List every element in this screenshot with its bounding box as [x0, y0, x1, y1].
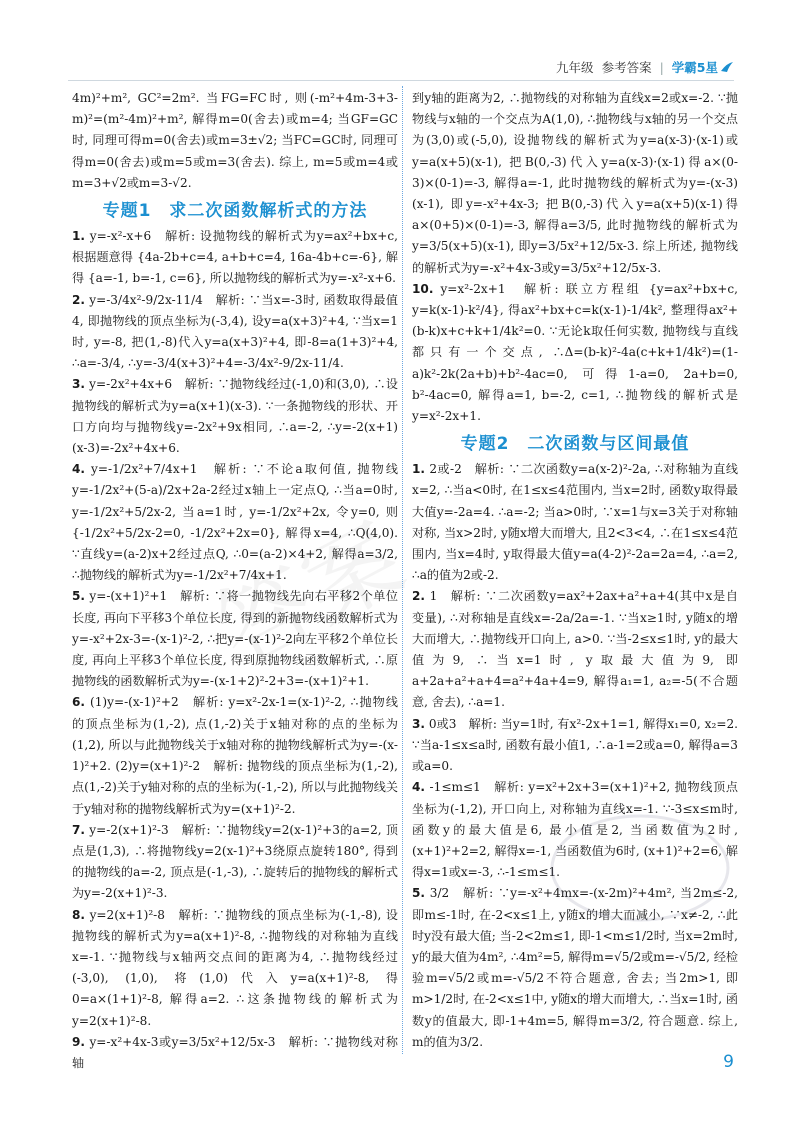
brand-label: 学霸5星 [671, 60, 718, 75]
header-rule [68, 80, 734, 81]
answer-text: y=-x²-x+6 解析: 设抛物线的解析式为y=ax²+bx+c, 根据题意得 {4a-2b+c=4, a+b+c=4, 16a-4b+c=-6}, 解得 {a=-1, b=-1, c=6}, 所以抛物线的解析式为y=-x²-x+6. [72, 229, 398, 286]
answer-item [72, 692, 398, 819]
answer-text: y=x²-2x+1 解析: 联立方程组 {y=ax²+bx+c, y=k(x-1)-k²/4}, 得ax²+bx+c=k(x-1)-1/4k², 整理得ax²+(b-k)x+c+k+1/4k²=0. ∵无论k取任何实数, 抛物线与直线都只有一个交点, ∴Δ=(b-k)²-4a(c+k+1/4k²)=(1-a)k²-2k(2a+b)+b²-4ac=0, 可得1-a=0, 2a+b=0, b²-4ac=0, 解得a=1, b=-2, c=1, ∴抛物线的解析式是y=x²-2x+1. [412, 281, 738, 424]
doc-label: 参考答案 [601, 60, 652, 75]
answer-text: -1≤m≤1 解析: y=x²+2x+3=(x+1)²+2, 抛物线顶点坐标为(-1,2), 开口向上, 对称轴为直线x=-1. ∵-3≤x≤m时, 函数y的最大值是6, 最小值是2, 当函数值为2时, (x+1)²+2=2, 解得x=-1, 当函数值为6时, (x+1)²+2=6, 解得x=1或x=-3, ∴-1≤m≤1. [412, 780, 738, 880]
answer-number: 9. [72, 1034, 86, 1049]
answer-text: (1)y=-(x-1)²+2 解析: y=x²-2x-1=(x-1)²-2, ∴抛物线的顶点坐标为(1,-2), 点(1,-2)关于x轴对称的点的坐标为(1,2), 所以与此抛物线关于x轴对称的抛物线解析式为y=-(x-1)²+2. (2)y=(x+1)²-2 解析: 抛物线的顶点坐标为(1,-2), 点(1,-2)关于y轴对称的点的坐标为(-1,-2), 所以与此抛物线关于y轴对称的抛物线解析式为y=(x+1)²-2. [72, 695, 398, 816]
answer-item [412, 883, 738, 1053]
answer-text: 0或3 解析: 当y=1时, 有x²-2x+1=1, 解得x₁=0, x₂=2. ∵当a-1≤x≤a时, 函数有最小值1, ∴a-1=2或a=0, 解得a=3或a=0. [412, 716, 738, 774]
answer-number: 2. [412, 589, 426, 604]
answer-text: y=-2(x+1)²-3 解析: ∵抛物线y=2(x-1)²+3的a=2, 顶点是(1,3), ∴将抛物线y=2(x-1)²+3绕原点旋转180°, 得到的抛物线的a=-2, 顶点是(-1,-3), ∴旋转后的抛物线的解析式为y=-2(x+1)²-3. [72, 822, 398, 901]
answer-item [72, 905, 398, 1032]
grade-label: 九年级 [556, 60, 594, 75]
answer-number: 2. [72, 292, 86, 307]
column-divider [402, 86, 403, 1054]
answer-text: y=-2x²+4x+6 解析: ∵抛物线经过(-1,0)和(3,0), ∴设抛物线的解析式为y=a(x+1)(x-3). ∵一条抛物线的形状、开口方向均与抛物线y=-2x²+9x相同, ∴a=-2, ∴y=-2(x+1)(x-3)=-2x²+4x+6. [72, 377, 398, 456]
answer-text: 3/2 解析: ∵y=-x²+4mx=-(x-2m)²+4m², 当2m≤-2, 即m≤-1时, 在-2<x≤1上, y随x的增大而减小, ∵x≠-2, ∴此时y没有最大值; 当-2<2m≤1, 即-1<m≤1/2时, 当x=2m时, y的最大值为4m², ∴4m²=5, 解得m=√5/2或m=-√5/2, 经检验m=√5/2或m=-√5/2不符合题意, 舍去; 当2m>1, 即m>1/2时, 在-2<x≤1中, y随x的增大而增大, ∴当x=1时, 函数y的值最大, 即-1+4m=5, 解得m=3/2, 符合题意. 综上, m的值为3/2. [412, 886, 739, 1049]
answer-text: y=2(x+1)²-8 解析: ∵抛物线的顶点坐标为(-1,-8), 设抛物线的解析式为y=a(x+1)²-8, ∴抛物线的对称轴为直线x=-1. ∵抛物线与x轴两交点间的距离为4, ∴抛物线经过(-3,0), (1,0), 将(1,0)代入y=a(x+1)²-8, 得0=a×(1+1)²-8, 解得a=2. ∴这条抛物线的解析式为y=2(x+1)²-8. [72, 907, 398, 1028]
header-separator: | [659, 59, 664, 75]
star-swoosh-icon [720, 61, 734, 73]
answer-item [72, 586, 398, 692]
answer-number: 7. [72, 822, 86, 837]
answer-text: 1 解析: ∵二次函数y=ax²+2ax+a²+a+4(其中x是自变量), ∴对称轴是直线x=-2a/2a=-1. ∵当x≥1时, y随x的增大而增大, ∴抛物线开口向上, a>0. ∵当-2≤x≤1时, y的最大值为9, ∴当x=1时, y取最大值为9, 即a+2a+a²+a+4=a²+4a+4=9, 解得a₁=1, a₂=-5(不合题意, 舍去), ∴a=1. [412, 589, 738, 710]
answer-number: 10. [412, 281, 434, 296]
answer-number: 1. [72, 229, 86, 244]
answer-text: 2或-2 解析: ∵二次函数y=a(x-2)²-2a, ∴对称轴为直线x=2, ∴当a<0时, 在1≤x≤4范围内, 当x=2时, 函数y取得最大值y=-2a=4. ∴a=-2; 当a>0时, ∵x=1与x=3关于对称轴对称, 当x>2时, y随x增大而增大, 且2<3<4, ∴在1≤x≤4范围内, 当x=4时, y取得最大值y=a(4-2)²-2a=2a=4, ∴a=2, ∴a的值为2或-2. [412, 462, 738, 583]
answer-number: 5. [412, 886, 426, 901]
answer-item-10 [412, 279, 738, 427]
answer-item [72, 820, 398, 905]
right-intro-text: 到y轴的距离为2, ∴抛物线的对称轴为直线x=2或x=-2. ∵抛物线与x轴的一个交点为A(1,0), ∴抛物线与x轴的另一个交点为(3,0)或(-5,0), 设抛物线的解析式为y=a(x-3)·(x-1)或y=a(x+5)(x-1), 把B(0,-3)代入y=a(x-3)·(x-1)得a×(0-3)×(0-1)=-3, 解得a=-1, 此时抛物线的解析式为y=-(x-3)(x-1), 即y=-x²+4x-3; 把B(0,-3)代入y=a(x+5)(x-1)得a×(0+5)×(0-1)=-3, 解得a=3/5, 此时抛物线的解析式为y=3/5(x+5)(x-1), 即y=3/5x²+12/5x-3. 综上所述, 抛物线的解析式为y=-x²+4x-3或y=3/5x²+12/5x-3. [412, 91, 738, 275]
answer-number: 6. [72, 695, 86, 710]
answer-number: 1. [412, 462, 426, 477]
answer-item [412, 777, 738, 883]
right-answer-list [412, 459, 738, 1053]
answer-number: 8. [72, 907, 86, 922]
right-column [412, 88, 738, 1053]
answer-number: 3. [72, 377, 86, 392]
section-title-2: 专题2 二次函数与区间最值 [460, 434, 690, 455]
answer-text: y=-1/2x²+7/4x+1 解析: ∵不论a取何值, 抛物线y=-1/2x²+(5-a)/2x+2a-2经过x轴上一定点Q, ∴当a=0时, y=-1/2x²+5/2x-2, 当a=1时, y=-1/2x²+2x, 令y=0, 则 {-1/2x²+5/2x-2=0, -1/2x²+2x=0}, 解得x=4, ∴Q(4,0). ∵直线y=(a-2)x+2经过点Q, ∴0=(a-2)×4+2, 解得a=3/2, ∴抛物线的解析式为y=-1/2x²+7/4x+1. [72, 462, 398, 583]
page-header [556, 56, 734, 78]
answer-item [412, 586, 738, 713]
answer-item [72, 1032, 398, 1074]
brand-logo [672, 58, 734, 76]
page-number: 9 [723, 1052, 734, 1072]
answer-text: y=-3/4x²-9/2x-11/4 解析: ∵当x=-3时, 函数取得最值4, 即抛物线的顶点坐标为(-3,4), 设y=a(x+3)²+4, ∵当x=1时, y=-8, 把(1,-8)代入y=a(x+3)²+4, 即-8=a(1+3)²+4, ∴a=-3/4, ∴y=-3/4(x+3)²+4=-3/4x²-9/2x-11/4. [72, 292, 398, 371]
answer-item [412, 714, 738, 778]
answer-item [72, 459, 398, 586]
answer-number: 5. [72, 589, 86, 604]
answer-number: 4. [72, 462, 86, 477]
answer-item [72, 290, 398, 375]
answer-item [72, 226, 398, 290]
section-title-1: 专题1 求二次函数解析式的方法 [102, 201, 368, 222]
answer-item [412, 459, 738, 586]
left-intro-text: 4m)²+m², GC²=2m². 当FG=FC时, 则(-m²+4m-3+3-m)²=(m²-4m)²+m², 解得m=0(舍去)或m=4; 当GF=GC时, 同理可得m=0(舍去)或m=3±√2; 当FC=GC时, 同理可得m=0(舍去)或m=5或m=3(舍去). 综上, m=5或m=4或m=3+√2或m=3-√2. [72, 91, 398, 190]
left-answer-list [72, 226, 398, 1074]
answer-number: 4. [412, 780, 426, 795]
answer-text: y=-x²+4x-3或y=3/5x²+12/5x-3 解析: ∵抛物线对称轴 [72, 1034, 398, 1070]
answer-item [72, 374, 398, 459]
answer-number: 3. [412, 716, 426, 731]
answer-text: y=-(x+1)²+1 解析: ∵将一抛物线先向右平移2个单位长度, 再向下平移3个单位长度, 得到的新抛物线函数解析式为y=-x²+2x-3=-(x-1)²-2, ∴把y=-(x-1)²-2向左平移2个单位长度, 再向上平移3个单位长度, 得到原抛物线函数解析式, ∴原抛物线的函数解析式为y=-(x-1+2)²-2+3=-(x+1)²+1. [72, 589, 398, 689]
left-column [72, 88, 398, 1074]
